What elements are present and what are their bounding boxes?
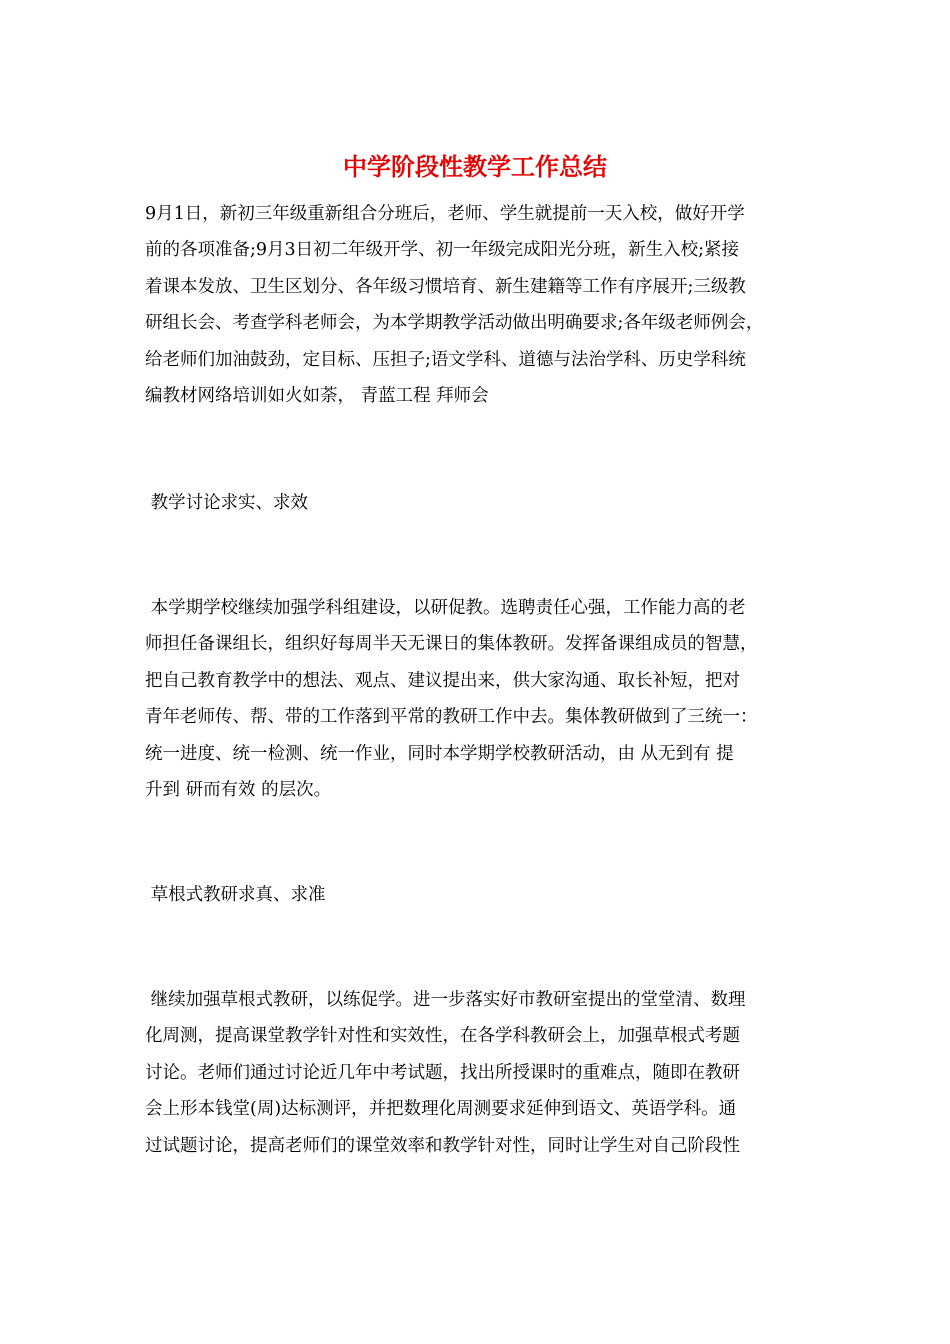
paragraph-line: 把自己教育教学中的想法、观点、建议提出来，供大家沟通、取长补短，把对 [145,670,740,691]
paragraph-line: 本学期学校继续加强学科组建设，以研促教。选聘责任心强，工作能力高的老 [145,598,746,618]
paragraph-2 [145,590,809,808]
paragraph-line: 青年老师传、帮、带的工作落到平常的教研工作中去。集体教研做到了三统一： [145,707,758,728]
paragraph-line: 继续加强草根式教研，以练促学。进一步落实好市教研室提出的堂堂清、数理 [145,990,746,1010]
paragraph-line: 着课本发放、卫生区划分、各年级习惯培育、新生建籍等工作有序展开;三级教 [145,276,746,297]
paragraph-line: 讨论。老师们通过讨论近几年中考试题，找出所授课时的重难点，随即在教研 [145,1062,740,1083]
paragraph-line: 师担任备课组长，组织好每周半天无课日的集体教研。发挥备课组成员的智慧， [145,634,758,655]
paragraph-3 [145,982,809,1164]
paragraph-line: 过试题讨论，提高老师们的课堂效率和教学针对性，同时让学生对自己阶段性 [145,1135,740,1156]
paragraph-line: 研组长会、考查学科老师会，为本学期教学活动做出明确要求;各年级老师例会， [145,313,764,334]
paragraph-line: 统一进度、统一检测、统一作业，同时本学期学校教研活动，由 从无到有 提 [145,743,734,764]
paragraph-line: 前的各项准备;9月3日初二年级开学、初一年级完成阳光分班，新生入校;紧接 [145,240,740,261]
paragraph-line: 会上形本钱堂(周)达标测评，并把数理化周测要求延伸到语文、英语学科。通 [145,1099,737,1120]
paragraph-line: 9月1日，新初三年级重新组合分班后，老师、学生就提前一天入校，做好开学 [145,204,745,224]
paragraph-line: 升到 研而有效 的层次。 [145,780,332,801]
paragraph-line: 给老师们加油鼓劲，定目标、压担子;语文学科、道德与法治学科、历史学科统 [145,349,746,370]
paragraph-1 [145,196,809,414]
section-heading-1: 教学讨论求实、求效 [145,493,309,513]
paragraph-line: 编教材网络培训如火如荼， 青蓝工程 拜师会 [145,386,489,407]
document-title: 中学阶段性教学工作总结 [343,153,607,181]
paragraph-line: 化周测，提高课堂教学针对性和实效性，在各学科教研会上，加强草根式考题 [145,1026,740,1047]
section-heading-2: 草根式教研求真、求准 [145,885,326,905]
